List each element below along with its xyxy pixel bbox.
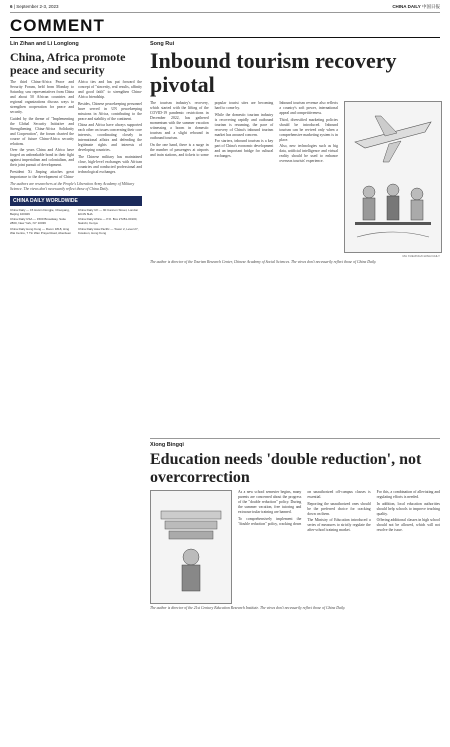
left-paragraph: Besides, Chinese peacekeeping personnel have served in UN peacekeeping missions in Africa, contributing to the peace and stability of the continent. <box>78 101 142 121</box>
right-paragraph: Inbound tourism revenue also reflects a country's soft power, international appeal and competitiveness. <box>279 101 338 115</box>
bottom-headline: Education needs 'double reduction', not overcorrection <box>150 451 422 486</box>
right-article-body-wrap <box>150 101 440 258</box>
page-date: September 2-3, 2023 <box>16 4 59 9</box>
left-paragraph: Over the years China and Africa have forged an unbreakable bond in their fight against imperialism and colonialism, and their joint pursuit of development. <box>10 148 74 167</box>
left-paragraph: President Xi Jinping attaches great importance to the development of China-Africa ties and has put forward the concept of "sincerity, real results, affinity and good faith" to strengthen China-Africa friendship. <box>10 80 142 179</box>
bottom-body <box>238 490 440 604</box>
bottom-paragraph: In addition, local education authorities should help schools to improve teaching quality. <box>376 501 440 516</box>
students-illustration-icon <box>151 491 231 603</box>
bottom-paragraph: Offering additional classes in high school should not be allowed, which will not resolve the issue. <box>376 518 440 532</box>
left-author-note: The authors are researchers at the People's Liberation Army Academy of Military Science. The views don't necessarily reflect those of China Daily. <box>10 181 135 191</box>
right-paragraph: Third, diversified marketing policies should be introduced. Inbound tourism can be revived only when a comprehensive marketing system is in place. <box>279 117 338 142</box>
page-number: 6 <box>10 4 13 9</box>
illustration-caption: MA XUEJING/CHINA DAILY <box>402 254 440 258</box>
right-paragraph: While the domestic tourism industry is recovering rapidly and outbound tourism is resuming, the pace of recovery of China's inbound tourism market has aroused concern. <box>214 112 274 137</box>
office-entry: China Daily — 15 Huixin Dongjie, Chaoyang, Beijing 100029 <box>10 207 70 216</box>
office-entry: China Daily Asia Pacific — Tower 2, Level 27, Kowloon, Hong Kong <box>78 226 139 235</box>
right-paragraph: For starters, inbound tourism is a key part of China's economic development and an important bridge for cultural exchanges. <box>214 139 274 158</box>
right-article <box>150 38 440 265</box>
airplane-tourists-illustration-icon <box>345 102 441 252</box>
bottom-paragraph: For this, a combination of alleviating and regulating efforts is needed. <box>376 490 440 499</box>
bottom-article <box>150 438 440 611</box>
right-paragraph: The tourism industry's recovery, which started with the lifting of the COVID-19 pandemic restrictions in December 2022, has gathered momentum with the summer vacation witnessing a boom in domestic tourism and a slight rebound in outbound tourism. <box>150 101 209 140</box>
office-entry: China Daily USA — 1500 Broadway, Suite 2800, New York, NY 10036 <box>10 217 66 225</box>
page-header <box>10 4 440 13</box>
office-entry: China Daily Hong Kong — Room 1818, Hing Wai Centre, 7 Tin Wan Praya Road, Aberdeen <box>10 226 72 235</box>
left-paragraph: The third China-Africa Peace and Security Forum, held from Monday to Saturday, saw representatives from China and about 50 African countries and regional organizations discuss ways to strengthen cooperation for peace and security. <box>10 80 74 114</box>
right-paragraph: Also, new technologies such as big data, artificial intelligence and virtual reality should be used to enhance overseas tourists' experience. <box>279 144 338 163</box>
china-daily-worldwide-title: CHINA DAILY WORLDWIDE <box>10 196 142 206</box>
office-entry: China Daily Africa — P.O. Box 27281-00100, Nairobi, Kenya <box>78 217 138 225</box>
publication-name: CHINA DAILY 中国日报 <box>392 4 440 9</box>
right-author-note: The author is director of the Tourism Research Center, Chinese Academy of Social Sciences. The views don't necessarily reflect those of China Daily. <box>150 260 377 264</box>
illustration-column <box>344 101 440 258</box>
left-headline: China, Africa promote peace and security <box>10 50 126 77</box>
section-divider <box>150 438 440 439</box>
left-paragraph: Guided by the theme of "Implementing the Global Security Initiative and Strengthening China-Africa Solidarity and Cooperation", the forum charted the course of future China-Africa security relations. <box>10 116 74 146</box>
bottom-paragraph: Reporting the unauthorized ones should be the preferred choice for cracking down on them. <box>307 501 371 516</box>
right-byline: Song Rui <box>150 41 175 47</box>
bottom-paragraph: The Ministry of Education introduced a series of measures to strictly regulate the after-school training market. <box>307 518 371 532</box>
page-info: 6 | September 2-3, 2023 <box>10 4 59 9</box>
left-paragraph: China and Africa have always supported each other on issues concerning their core interests, coordinating closely in international affairs and defending the legitimate rights and interests of developing countries. <box>78 123 142 152</box>
office-entry: China Daily UK — 90 Cannon Street, London EC4N 6HA <box>78 207 139 216</box>
bottom-author-note: The author is director of the 21st Century Education Research Institute. The views don't necessarily reflect those of China Daily. <box>150 606 346 610</box>
bottom-byline: Xiong Bingqi <box>150 442 184 448</box>
right-body <box>150 101 338 258</box>
china-daily-worldwide-list <box>10 206 142 237</box>
education-illustration <box>150 490 232 604</box>
left-body <box>10 80 142 180</box>
left-paragraph: The Chinese military has maintained close, high-level exchanges with African countries and conducted professional and technological exchanges. <box>78 154 142 174</box>
left-byline: Lin Zihan and Li Longlong <box>10 41 79 47</box>
section-title: COMMENT <box>10 16 440 38</box>
bottom-paragraph: To comprehensively implement the "double reduction" policy, cracking down on unauthorized off-campus classes is essential. <box>238 490 371 526</box>
bottom-paragraph: As a new school semester begins, many parents are concerned about the progress of the "double reduction" policy. During the summer vacation, free tutoring and extracurricular training are banned. <box>238 490 302 514</box>
left-article <box>10 38 142 236</box>
bottom-body-wrap <box>150 490 440 604</box>
right-headline: Inbound tourism recovery pivotal <box>150 48 397 97</box>
right-paragraph: On the one hand, there is a surge in the number of passengers at airports and train stations, and tickets to some popular tourist sites are becoming hard to come by. <box>150 101 274 157</box>
tourism-illustration <box>344 101 442 253</box>
